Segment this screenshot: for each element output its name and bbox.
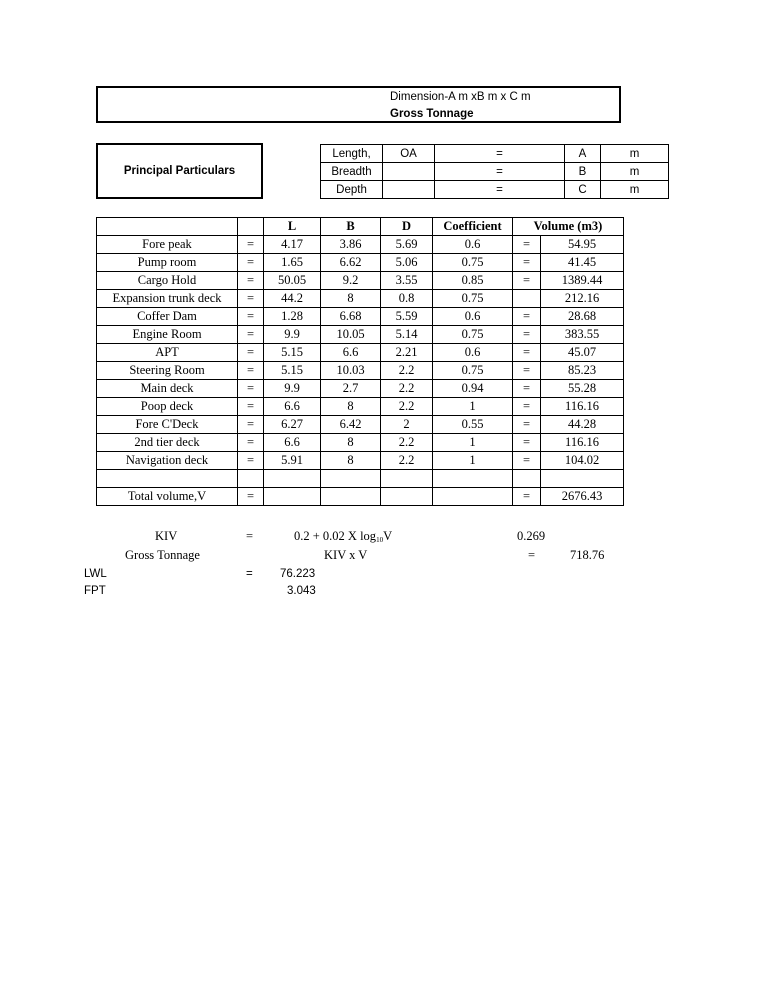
table-row [97, 380, 624, 398]
cell-eq2: = [513, 362, 541, 380]
cell-vol: 383.55 [541, 326, 624, 344]
cell-D: 0.8 [381, 290, 433, 308]
cell-name: Pump room [97, 254, 238, 272]
dimension-row-length [321, 145, 669, 163]
cell-vol: 55.28 [541, 380, 624, 398]
cell-D: 5.06 [381, 254, 433, 272]
cell-eq: = [238, 344, 264, 362]
cell-coef: 1 [433, 398, 513, 416]
header-l: L [264, 218, 321, 236]
table-row [97, 272, 624, 290]
cell-name: Poop deck [97, 398, 238, 416]
cell-D: 3.55 [381, 272, 433, 290]
cell-B: 3.86 [321, 236, 381, 254]
cell-B: 6.68 [321, 308, 381, 326]
cell-vol: 85.23 [541, 362, 624, 380]
cell-B: 8 [321, 452, 381, 470]
cell-B: 10.03 [321, 362, 381, 380]
header-name [97, 218, 238, 236]
cell-coef: 0.6 [433, 236, 513, 254]
cell-name: Main deck [97, 380, 238, 398]
cell-vol: 1389.44 [541, 272, 624, 290]
cell-name: Engine Room [97, 326, 238, 344]
dim-name: Depth [321, 181, 383, 199]
cell-D: 2.2 [381, 380, 433, 398]
table-row [97, 362, 624, 380]
cell-D: 5.69 [381, 236, 433, 254]
dim-eq: = [435, 181, 565, 199]
table-row [97, 452, 624, 470]
cell-vol: 28.68 [541, 308, 624, 326]
cell-vol: 212.16 [541, 290, 624, 308]
cell-eq2: = [513, 452, 541, 470]
dim-unit: m [601, 145, 669, 163]
cell-D: 2.2 [381, 434, 433, 452]
lwl-label: LWL [84, 568, 107, 580]
cell-vol: 44.28 [541, 416, 624, 434]
principal-particulars-label: Principal Particulars [123, 165, 236, 177]
cell-eq: = [238, 326, 264, 344]
cell-name: Steering Room [97, 362, 238, 380]
dim-eq: = [435, 145, 565, 163]
table-row [97, 434, 624, 452]
cell-name: Cargo Hold [97, 272, 238, 290]
cell-eq: = [238, 416, 264, 434]
kiv-formula: 0.2 + 0.02 X $\log_{10}V$ [294, 529, 393, 544]
total-eq: = [238, 488, 264, 506]
cell-eq: = [238, 380, 264, 398]
cell-eq: = [238, 308, 264, 326]
cell-L: 4.17 [264, 236, 321, 254]
header-volume: Volume (m3) [513, 218, 624, 236]
table-row [97, 290, 624, 308]
table-row [97, 398, 624, 416]
header-d: D [381, 218, 433, 236]
cell-eq: = [238, 398, 264, 416]
dim-unit: m [601, 163, 669, 181]
dim-name: Length, [321, 145, 383, 163]
header-eq [238, 218, 264, 236]
table-row [97, 308, 624, 326]
cell-coef: 0.94 [433, 380, 513, 398]
table-row [97, 344, 624, 362]
kiv-eq: = [246, 529, 254, 543]
cell-L: 6.27 [264, 416, 321, 434]
dim-eq: = [435, 163, 565, 181]
cell-eq: = [238, 254, 264, 272]
cell-eq2 [513, 290, 541, 308]
header-coefficient: Coefficient [433, 218, 513, 236]
cell-eq: = [238, 452, 264, 470]
cell-L: 5.91 [264, 452, 321, 470]
fpt-label: FPT [84, 585, 106, 597]
table-row [97, 326, 624, 344]
cell-B: 6.6 [321, 344, 381, 362]
cell-eq2: = [513, 254, 541, 272]
table-row [97, 254, 624, 272]
cell-vol: 54.95 [541, 236, 624, 254]
cell-B: 6.42 [321, 416, 381, 434]
dimension-row-depth [321, 181, 669, 199]
cell-L: 44.2 [264, 290, 321, 308]
cell-D: 2 [381, 416, 433, 434]
cell-L: 6.6 [264, 434, 321, 452]
cell-D: 2.21 [381, 344, 433, 362]
cell-eq: = [238, 362, 264, 380]
dim-name: Breadth [321, 163, 383, 181]
cell-vol: 45.07 [541, 344, 624, 362]
dim-symbol: C [565, 181, 601, 199]
cell-eq2: = [513, 344, 541, 362]
cell-name: Expansion trunk deck [97, 290, 238, 308]
table-header-row [97, 218, 624, 236]
cell-L: 9.9 [264, 380, 321, 398]
cell-D: 5.59 [381, 308, 433, 326]
total-label: Total volume,V [97, 488, 238, 506]
header-b: B [321, 218, 381, 236]
dim-extra: OA [383, 145, 435, 163]
volume-table [96, 217, 624, 506]
principal-particulars-box [96, 143, 263, 199]
cell-coef: 1 [433, 434, 513, 452]
cell-D: 5.14 [381, 326, 433, 344]
cell-coef: 0.55 [433, 416, 513, 434]
lwl-value: 76.223 [280, 568, 316, 580]
dim-unit: m [601, 181, 669, 199]
cell-coef: 0.6 [433, 308, 513, 326]
dim-extra [383, 163, 435, 181]
cell-coef: 0.75 [433, 362, 513, 380]
cell-coef: 0.6 [433, 344, 513, 362]
cell-name: 2nd tier deck [97, 434, 238, 452]
cell-B: 2.7 [321, 380, 381, 398]
cell-coef: 0.75 [433, 290, 513, 308]
table-row [97, 236, 624, 254]
kiv-label: KIV [155, 529, 178, 543]
cell-eq2: = [513, 398, 541, 416]
cell-L: 1.28 [264, 308, 321, 326]
dim-extra [383, 181, 435, 199]
fpt-value: 3.043 [287, 585, 316, 597]
cell-eq2: = [513, 380, 541, 398]
cell-eq2: = [513, 416, 541, 434]
cell-eq2: = [513, 308, 541, 326]
cell-eq: = [238, 290, 264, 308]
dimension-row-breadth [321, 163, 669, 181]
dim-symbol: A [565, 145, 601, 163]
header-box: Dimension-A m xB m x C m Gross Tonnage [96, 86, 621, 123]
cell-eq2: = [513, 272, 541, 290]
dimensions-table [320, 144, 669, 199]
dim-symbol: B [565, 163, 601, 181]
cell-name: APT [97, 344, 238, 362]
cell-B: 8 [321, 290, 381, 308]
cell-L: 50.05 [264, 272, 321, 290]
gross-tonnage-formula: KIV x V [324, 548, 368, 562]
total-eq2: = [513, 488, 541, 506]
cell-B: 6.62 [321, 254, 381, 272]
cell-name: Navigation deck [97, 452, 238, 470]
table-row [97, 416, 624, 434]
total-volume: 2676.43 [541, 488, 624, 506]
gross-tonnage-label: Gross Tonnage [125, 548, 200, 562]
cell-L: 6.6 [264, 398, 321, 416]
cell-D: 2.2 [381, 398, 433, 416]
cell-eq2: = [513, 236, 541, 254]
cell-vol: 104.02 [541, 452, 624, 470]
cell-L: 1.65 [264, 254, 321, 272]
cell-L: 5.15 [264, 344, 321, 362]
cell-eq2: = [513, 434, 541, 452]
cell-coef: 0.75 [433, 254, 513, 272]
cell-L: 9.9 [264, 326, 321, 344]
cell-eq: = [238, 272, 264, 290]
cell-name: Coffer Dam [97, 308, 238, 326]
gross-tonnage-eq: = [528, 548, 536, 562]
gross-tonnage-value: 718.76 [570, 548, 605, 562]
blank-row [97, 470, 624, 488]
cell-B: 8 [321, 434, 381, 452]
cell-vol: 116.16 [541, 398, 624, 416]
cell-eq2: = [513, 326, 541, 344]
cell-name: Fore peak [97, 236, 238, 254]
cell-B: 8 [321, 398, 381, 416]
kiv-value: 0.269 [517, 529, 546, 543]
cell-eq: = [238, 236, 264, 254]
cell-eq: = [238, 434, 264, 452]
total-row [97, 488, 624, 506]
cell-D: 2.2 [381, 452, 433, 470]
cell-vol: 116.16 [541, 434, 624, 452]
cell-coef: 0.85 [433, 272, 513, 290]
cell-B: 10.05 [321, 326, 381, 344]
cell-L: 5.15 [264, 362, 321, 380]
lwl-eq: = [246, 568, 253, 580]
cell-D: 2.2 [381, 362, 433, 380]
cell-name: Fore C'Deck [97, 416, 238, 434]
cell-B: 9.2 [321, 272, 381, 290]
cell-vol: 41.45 [541, 254, 624, 272]
cell-coef: 0.75 [433, 326, 513, 344]
cell-coef: 1 [433, 452, 513, 470]
